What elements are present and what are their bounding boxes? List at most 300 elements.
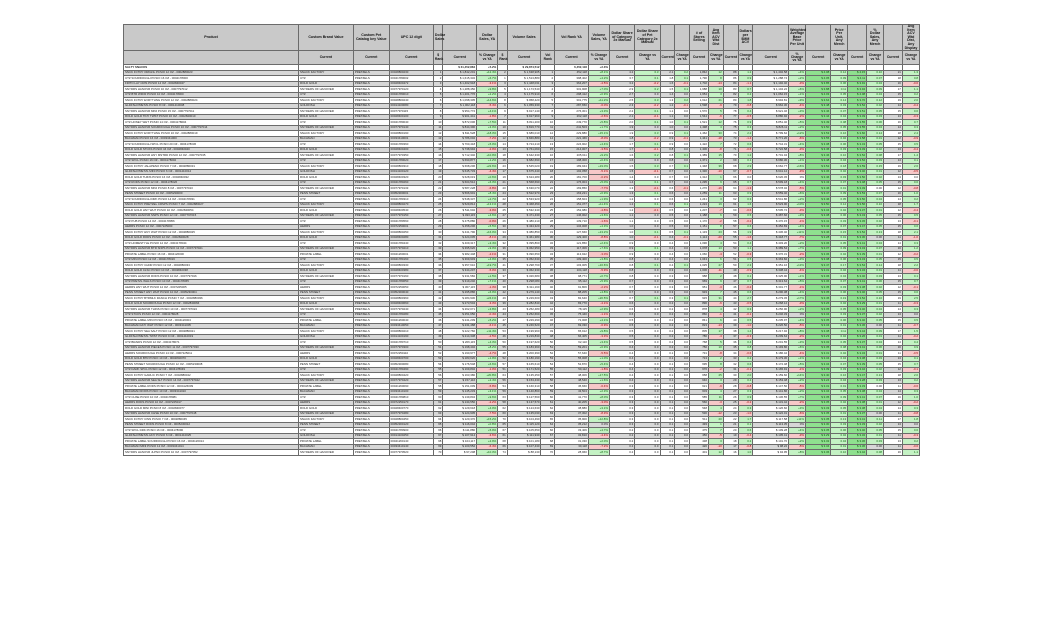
data-cell: 45	[541, 312, 555, 318]
data-cell: $ 3.59	[848, 164, 867, 170]
data-cell: 53	[498, 329, 507, 335]
data-cell: 0.0	[635, 428, 660, 434]
data-cell: 0.07	[867, 395, 884, 401]
data-cell: 301,775	[555, 98, 589, 104]
data-cell: +19.0%	[588, 164, 609, 170]
data-cell: 2.5	[902, 296, 919, 302]
data-cell: -1.4	[738, 136, 753, 142]
data-cell: 0.3	[660, 279, 675, 285]
data-cell: +2%	[789, 125, 806, 131]
data-cell: ROLD GOLD	[299, 406, 354, 412]
product-name-cell: BACHMAN PCSIO 16 OZ - 0003341000	[124, 136, 299, 142]
data-cell: $ 566,901	[443, 191, 477, 197]
data-cell: SNYDERS OF HANOVER	[299, 274, 354, 280]
data-cell: 00041780160	[389, 257, 433, 263]
data-cell: 0.5	[902, 257, 919, 263]
data-cell: 46	[498, 334, 507, 340]
data-cell: 33	[433, 246, 442, 252]
data-cell: 1.1	[902, 450, 919, 456]
data-cell: 1,498	[690, 125, 709, 131]
data-cell: SNACK FACTORY	[299, 70, 354, 76]
data-cell: -6.0%	[588, 103, 609, 109]
product-name-cell: ROLD GOLD HNY WHT PCSIO 10 OZ - 0002840054	[124, 208, 299, 214]
column-subheader: Current	[690, 51, 709, 65]
data-cell: +10.9%	[477, 153, 498, 159]
data-cell: $ 101,180	[507, 439, 541, 445]
data-cell: 12	[541, 131, 555, 137]
product-name-cell: UTZ PRETZL WHLS PCSIO 10 OZ - 0004178065	[124, 279, 299, 285]
data-cell: $ 468,450	[507, 202, 541, 208]
data-cell: $ 3.41	[848, 417, 867, 423]
data-cell: 1,598	[690, 103, 709, 109]
data-cell: PRETZELS	[353, 367, 389, 373]
data-cell: 11	[709, 395, 724, 401]
data-cell: 57	[433, 378, 442, 384]
data-cell: -1.3%	[477, 285, 498, 291]
data-cell: 1,276	[690, 186, 709, 192]
product-name-cell: SNCK FCTRY JALAPENO PCSIO 7 OZ - 0002880031	[124, 164, 299, 170]
data-cell: $ 3.47	[805, 191, 830, 197]
data-cell: 0.0	[675, 180, 690, 186]
data-cell: 2	[433, 76, 442, 82]
data-cell: 0.14	[867, 263, 884, 269]
data-cell: 0.1	[660, 362, 675, 368]
data-cell: $ 701.04	[753, 153, 789, 159]
data-cell: 65	[498, 422, 507, 428]
data-cell: 0.3	[609, 411, 634, 417]
data-cell: 35	[498, 257, 507, 263]
data-cell: +17.5%	[588, 373, 609, 379]
data-cell: $ 493,115	[443, 213, 477, 219]
column-subheader: Current	[389, 51, 433, 65]
column-subheader: $ Rank	[433, 51, 442, 65]
data-cell: 452,118	[555, 70, 589, 76]
data-cell: 0.1	[660, 373, 675, 379]
data-cell: $ 113.35	[753, 422, 789, 428]
product-name-cell: SNYDRS HANOVR SOURDOUGH PCSIO 16 OZ - 0007797014	[124, 125, 299, 131]
data-cell: 12	[709, 450, 724, 456]
data-cell: 0.0	[635, 274, 660, 280]
data-cell: 0.8	[609, 274, 634, 280]
data-cell: 18	[498, 153, 507, 159]
data-cell: -0.2	[738, 219, 753, 225]
data-cell: 18	[883, 202, 902, 208]
data-cell: 00077970210	[389, 246, 433, 252]
data-cell: 0.0	[635, 351, 660, 357]
data-cell: 3	[709, 378, 724, 384]
data-cell: $ 1,192.40	[753, 81, 789, 87]
data-cell: +11.4%	[588, 202, 609, 208]
data-cell: +20.5%	[588, 296, 609, 302]
data-cell: 14	[883, 125, 902, 131]
column-header: Custom Brand Value	[299, 25, 354, 51]
column-subheader: Vol Rank	[541, 51, 555, 65]
data-cell: 0.02	[867, 219, 884, 225]
data-cell: $ 3.35	[805, 345, 830, 351]
data-cell: 45,660	[555, 384, 589, 390]
data-cell: 0.02	[867, 147, 884, 153]
data-cell: $ 319,240	[443, 279, 477, 285]
product-name-cell: SNCK FCTRY PRETZEL CRSPS PCSIO 7 OZ - 0002880027	[124, 202, 299, 208]
data-cell: 0.03	[831, 312, 848, 318]
data-cell: 00077970420	[389, 378, 433, 384]
data-cell: 896	[690, 301, 709, 307]
data-cell: 0.1	[660, 400, 675, 406]
data-cell: 0.03	[867, 274, 884, 280]
data-cell: 1.2	[738, 70, 753, 76]
data-cell: 860	[690, 312, 709, 318]
data-cell: PRETZELS	[353, 378, 389, 384]
data-cell: +8%	[789, 329, 806, 335]
data-cell: 0.0	[675, 450, 690, 456]
data-cell: +11.4%	[477, 329, 498, 335]
data-cell: 0.02	[867, 422, 884, 428]
data-cell: $ 3.45	[848, 219, 867, 225]
data-cell: -0.1	[902, 219, 919, 225]
data-cell: 0.0	[635, 439, 660, 445]
data-cell: 1.1	[609, 213, 634, 219]
data-cell: 0.1	[660, 417, 675, 423]
data-cell: 585	[690, 395, 709, 401]
data-cell: +8.2%	[477, 345, 498, 351]
data-cell: 0.15	[867, 164, 884, 170]
product-name-cell: GLDFSH PRETZL HNY PCSIO 6 OZ - 0001410025	[124, 433, 299, 439]
data-cell: $ 183,620	[443, 356, 477, 362]
data-cell: 00041780260	[389, 180, 433, 186]
data-cell: PENN STREET	[299, 191, 354, 197]
data-cell: SNACK FACTORY	[299, 263, 354, 269]
data-cell: 0.2	[660, 312, 675, 318]
data-cell: 0.3	[609, 389, 634, 395]
data-cell: 0.2	[609, 450, 634, 456]
data-cell: 11	[709, 191, 724, 197]
data-cell: $ 3.42	[805, 224, 830, 230]
data-cell: -0.6	[902, 444, 919, 450]
data-cell: 0.0	[635, 340, 660, 346]
data-cell: $ 3.36	[848, 444, 867, 450]
data-cell: 37,302	[555, 411, 589, 417]
column-subheader: % Change vs YA	[477, 51, 498, 65]
data-cell: 0.1	[660, 406, 675, 412]
data-cell: 0.7	[738, 180, 753, 186]
data-cell: 0.0	[635, 373, 660, 379]
data-cell: 2.0	[902, 373, 919, 379]
data-cell: -5%	[789, 444, 806, 450]
data-cell: 21	[433, 180, 442, 186]
product-name-cell: PRIVATE LABEL RODS PCSIO 12 OZ - 0004126009	[124, 384, 299, 390]
data-cell: 0.18	[831, 164, 848, 170]
data-cell: $ 126.60	[753, 406, 789, 412]
data-cell: $ 1,448,031	[507, 81, 541, 87]
data-cell: 0.2	[609, 428, 634, 434]
data-cell: 198,300	[555, 158, 589, 164]
data-cell: 28	[541, 219, 555, 225]
data-cell: $ 954,772	[443, 109, 477, 115]
data-cell: $ 1,175,910	[507, 92, 541, 98]
data-cell: 2.3	[738, 263, 753, 269]
data-cell: +7%	[789, 246, 806, 252]
data-cell: 0.0	[675, 351, 690, 357]
data-cell: 0.0	[635, 323, 660, 329]
data-cell: 0.1	[660, 411, 675, 417]
data-cell: 00028800190	[389, 131, 433, 137]
data-cell: PRETZELS	[353, 241, 389, 247]
data-cell: +4.3%	[477, 340, 498, 346]
data-cell: 57	[498, 362, 507, 368]
data-cell: 0.03	[831, 422, 848, 428]
data-cell: +12.4%	[477, 70, 498, 76]
data-cell: 0.3	[635, 70, 660, 76]
data-cell: $ 761,060	[507, 147, 541, 153]
data-cell: 41	[433, 290, 442, 296]
data-cell: +7.1%	[477, 279, 498, 285]
product-name-cell: SNYDRS HANOVR BTR SNPS PCSIO 12 OZ - 0007797021	[124, 246, 299, 252]
data-cell: 2.1	[902, 230, 919, 236]
data-cell: 14	[883, 307, 902, 313]
data-cell: PRETZELS	[353, 98, 389, 104]
data-cell: 0.3	[609, 417, 634, 423]
data-cell: +2%	[789, 241, 806, 247]
data-cell: SNACK FACTORY	[299, 373, 354, 379]
data-cell: 0.7	[738, 279, 753, 285]
data-cell: 8	[541, 109, 555, 115]
data-cell: 0.04	[831, 439, 848, 445]
data-cell: $ 624,280	[507, 175, 541, 181]
data-cell: +3.4%	[588, 340, 609, 346]
data-cell: 1,295	[690, 180, 709, 186]
data-cell: 51	[541, 345, 555, 351]
data-cell: 0.5	[609, 340, 634, 346]
data-cell: 2	[498, 70, 507, 76]
data-cell: 59	[723, 213, 738, 219]
data-cell: $ 290.38	[753, 290, 789, 296]
data-cell: -6%	[789, 411, 806, 417]
data-cell: 0.15	[831, 230, 848, 236]
data-cell: 1,422	[690, 142, 709, 148]
data-cell: 39	[433, 279, 442, 285]
data-cell: 16	[883, 450, 902, 456]
data-cell: 0.0	[635, 362, 660, 368]
data-cell: +1%	[789, 274, 806, 280]
data-cell: $ 1,842,201	[443, 70, 477, 76]
data-cell: 34	[723, 351, 738, 357]
data-cell: 16	[883, 191, 902, 197]
data-cell: $ 3.42	[848, 367, 867, 373]
data-cell: -6	[709, 301, 724, 307]
data-cell: PRETZELS	[353, 439, 389, 445]
data-cell: 1.9	[609, 125, 634, 131]
data-cell: $ 628,019	[443, 175, 477, 181]
data-cell: 29	[498, 235, 507, 241]
data-cell: PRETZELS	[353, 400, 389, 406]
data-cell: $ 3.60	[848, 131, 867, 137]
data-cell: 129,400	[555, 235, 589, 241]
data-cell: 0.03	[867, 114, 884, 120]
data-cell: +14%	[789, 373, 806, 379]
data-cell: +2%	[789, 378, 806, 384]
data-cell: 0.1	[635, 76, 660, 82]
data-cell: 0.1	[660, 433, 675, 439]
data-cell: PRETZELS	[353, 301, 389, 307]
data-cell: 823	[690, 323, 709, 329]
data-cell: 11	[883, 433, 902, 439]
data-cell: 0.01	[831, 186, 848, 192]
data-cell: +13%	[789, 263, 806, 269]
data-cell: 7	[709, 428, 724, 434]
data-cell: 00028400400	[389, 147, 433, 153]
data-cell: 1.5	[609, 169, 634, 175]
data-cell: 13	[883, 274, 902, 280]
data-cell: 0.0	[675, 356, 690, 362]
data-cell: -0.7	[738, 169, 753, 175]
data-cell: $ 4.03	[805, 92, 830, 98]
data-cell: 0.2	[660, 329, 675, 335]
data-cell: $ 279,140	[507, 290, 541, 296]
data-cell: 15	[883, 428, 902, 434]
data-cell: $ 3.56	[848, 202, 867, 208]
column-header	[805, 25, 830, 51]
data-cell: 26	[498, 219, 507, 225]
data-cell: 1.2	[902, 246, 919, 252]
data-cell: 16	[433, 153, 442, 159]
data-cell: 49	[433, 334, 442, 340]
data-cell: +1.7%	[588, 125, 609, 131]
data-cell: +1.5%	[477, 274, 498, 280]
data-cell: $ 1,104.22	[753, 87, 789, 93]
data-cell: 0.03	[867, 378, 884, 384]
data-cell: $ 3.32	[848, 433, 867, 439]
data-cell: 52	[541, 351, 555, 357]
data-cell: 14	[883, 340, 902, 346]
product-name-cell: ROLD GOLD RODS PCSIO 12 OZ - 0002840028	[124, 235, 299, 241]
data-cell: 0.7	[609, 296, 634, 302]
data-cell: PENN STREET	[299, 422, 354, 428]
data-cell: 36	[723, 340, 738, 346]
data-cell: +4.4%	[588, 142, 609, 148]
product-name-cell: SNYDRS HANOVR MINI PCSIO 15 OZ - 0007797011	[124, 109, 299, 115]
data-cell: 0.01	[867, 252, 884, 258]
data-cell: 0.5	[738, 257, 753, 263]
data-cell: 88	[723, 70, 738, 76]
data-cell: $ 3.36	[805, 241, 830, 247]
data-cell: 46	[723, 285, 738, 291]
data-cell: 14	[883, 241, 902, 247]
data-cell: $ 3.36	[805, 274, 830, 280]
product-name-cell: HERRS PCSIO 12 OZ - 0007225000	[124, 224, 299, 230]
data-cell: PRIVATE LABEL	[299, 252, 354, 258]
data-cell: -3.5%	[588, 147, 609, 153]
data-cell: +9.6%	[477, 395, 498, 401]
data-cell: 74	[723, 131, 738, 137]
segment-cell: $ 29,874,512	[507, 65, 541, 71]
data-cell: 0.01	[867, 169, 884, 175]
data-cell: PRETZELS	[353, 268, 389, 274]
data-cell: $ 357,610	[443, 263, 477, 269]
data-cell: 1	[498, 76, 507, 82]
data-cell: 00077970133	[389, 186, 433, 192]
data-cell: 1,842	[690, 70, 709, 76]
data-cell: 00041780560	[389, 219, 433, 225]
data-cell: $ 295,886	[443, 290, 477, 296]
data-cell: 475	[690, 428, 709, 434]
data-cell: $ 1,002,118	[443, 103, 477, 109]
data-cell: -5.4%	[477, 103, 498, 109]
product-name-cell: SNCK FCTRY EVRYTHNG PCSIO 16 OZ - 0002880019	[124, 131, 299, 137]
data-cell: -2	[709, 367, 724, 373]
data-cell: -0.3	[902, 433, 919, 439]
data-cell: $ 98.22	[753, 444, 789, 450]
data-cell: 0.00	[867, 186, 884, 192]
data-cell: 0.0	[635, 268, 660, 274]
data-cell: $ 434,320	[507, 224, 541, 230]
data-cell: -0.1	[635, 186, 660, 192]
data-cell: -0.2	[738, 285, 753, 291]
data-cell: $ 3.38	[848, 285, 867, 291]
data-cell: 0.10	[831, 450, 848, 456]
data-cell: 10	[709, 87, 724, 93]
data-cell: +1.9%	[477, 356, 498, 362]
column-header: Volume Sales	[507, 25, 541, 51]
product-name-cell: UTZ RODS PCSIO 12 OZ - 0004178026	[124, 180, 299, 186]
product-name-cell: UTZ BTR WFFR PCSIO 10 OZ - 0004178000	[124, 92, 299, 98]
data-cell: $ 3.58	[848, 136, 867, 142]
data-cell: 0.01	[867, 433, 884, 439]
data-cell: 0.05	[831, 197, 848, 203]
data-cell: 34	[433, 252, 442, 258]
data-cell: -3.1%	[477, 81, 498, 87]
data-cell: 13	[709, 246, 724, 252]
data-cell: -0.4%	[477, 312, 498, 318]
data-cell: 3	[541, 81, 555, 87]
data-cell: $ 470.15	[753, 219, 789, 225]
data-cell: +2.2%	[477, 92, 498, 98]
data-cell: 1,224	[690, 202, 709, 208]
data-cell: 0.04	[867, 241, 884, 247]
data-cell: $ 3.88	[805, 87, 830, 93]
data-cell: +9.2%	[588, 153, 609, 159]
data-cell: 0.0	[635, 279, 660, 285]
data-cell: 0.0	[675, 411, 690, 417]
data-cell: $ 826.11	[753, 125, 789, 131]
data-cell: 0.6	[609, 307, 634, 313]
product-name-cell: FRITO LAY CRIS PCSIO 14 OZ - 0002840047	[124, 81, 299, 87]
data-cell: $ 229,290	[507, 318, 541, 324]
data-cell: +1.2%	[477, 158, 498, 164]
data-cell: 786	[690, 334, 709, 340]
data-cell: 59	[541, 389, 555, 395]
data-cell: -0.9	[738, 268, 753, 274]
data-cell: 00077970115	[389, 109, 433, 115]
data-cell: HERRS	[299, 400, 354, 406]
data-cell: 0.0	[738, 175, 753, 181]
data-cell: 127,660	[555, 230, 589, 236]
data-cell: -4	[709, 252, 724, 258]
data-cell: 62,110	[555, 340, 589, 346]
product-name-cell: ROLD GOLD CLSC PCSIO 10 OZ - 0002840038	[124, 268, 299, 274]
data-cell: 48	[723, 274, 738, 280]
data-cell: 0.0	[675, 395, 690, 401]
data-cell: 0.5	[609, 329, 634, 335]
data-cell: -1%	[789, 367, 806, 373]
data-cell: $ 3.36	[805, 252, 830, 258]
data-cell: 00033410001	[389, 136, 433, 142]
data-cell: 2	[541, 76, 555, 82]
data-cell: 19	[541, 164, 555, 170]
data-cell: 0.2	[738, 378, 753, 384]
data-cell: 0.0	[675, 312, 690, 318]
data-cell: 48,006	[555, 373, 589, 379]
data-cell: 00041780710	[389, 340, 433, 346]
